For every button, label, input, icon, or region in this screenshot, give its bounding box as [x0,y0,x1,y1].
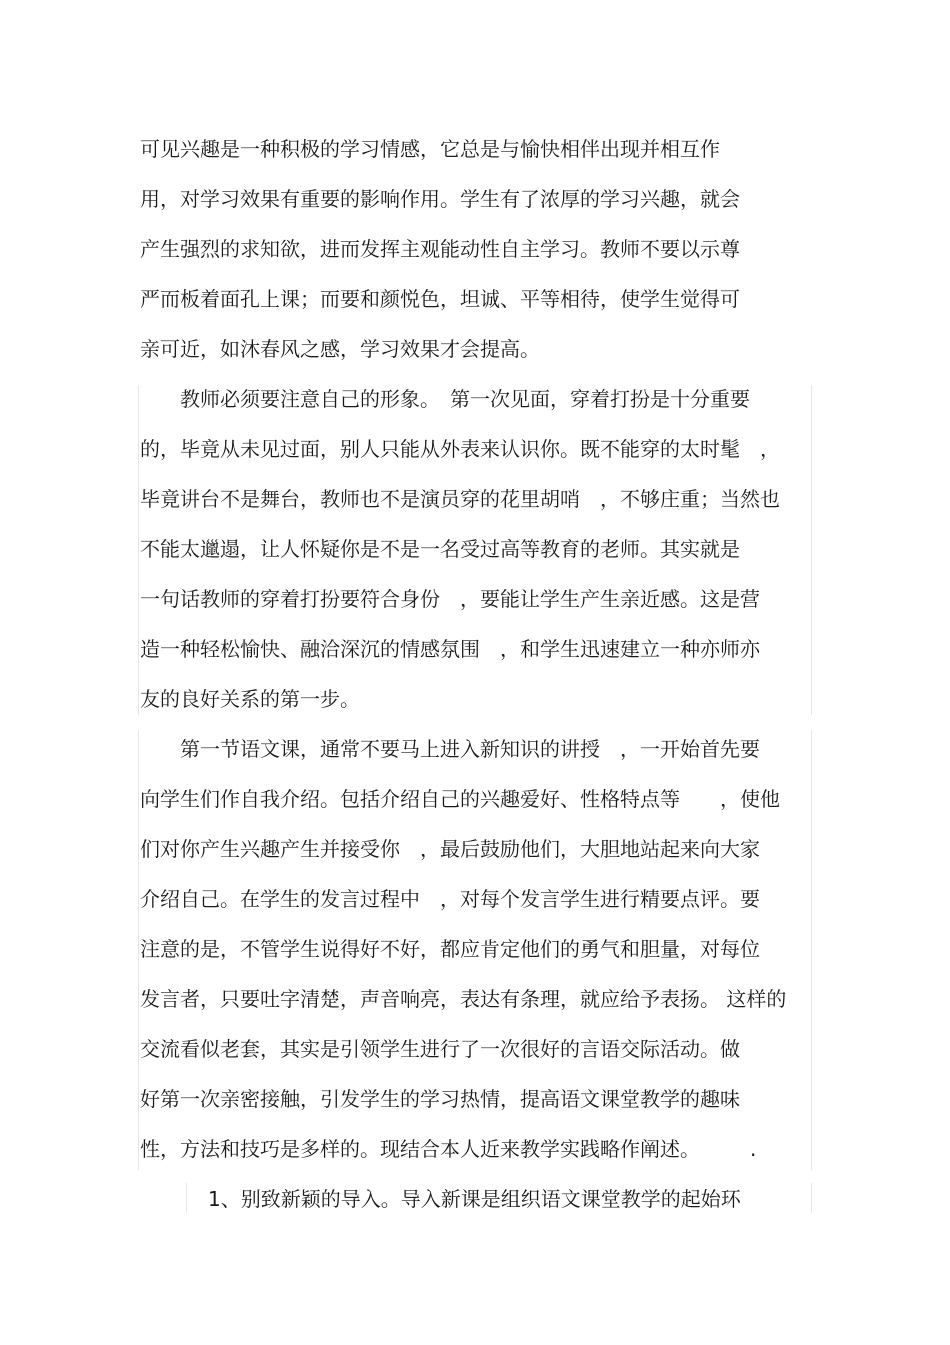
paragraph-line: 发言者，只要吐字清楚，声音响亮，表达有条理，就应给予表扬。 这样的 [140,987,787,1011]
paragraph-line: 注意的是，不管学生说得好不好，都应肯定他们的勇气和胆量，对每位 [140,937,760,961]
paragraph-line: 一句话教师的穿着打扮要符合身份 ，要能让学生产生亲近感。这是营 [140,587,760,611]
paragraph-line: 毕竟讲台不是舞台，教师也不是演员穿的花里胡哨 ，不够庄重；当然也 [140,487,780,511]
paragraph-line: 向学生们作自我介绍。包括介绍自己的兴趣爱好、性格特点等 ，使他 [140,787,780,811]
paragraph-line: 们对你产生兴趣产生并接受你 ，最后鼓励他们，大胆地站起来向大家 [140,837,760,861]
paragraph-line: 可见兴趣是一种积极的学习情感，它总是与愉快相伴出现并相互作 [140,137,720,161]
paragraph-line: 教师必须要注意自己的形象。 第一次见面，穿着打扮是十分重要 [140,387,750,411]
paragraph-line: 产生强烈的求知欲，进而发挥主观能动性自主学习。教师不要以示尊 [140,237,740,261]
paragraph-line: 性，方法和技巧是多样的。现结合本人近来教学实践略作阐述。 . [140,1137,757,1161]
paragraph-line: 好第一次亲密接触，引发学生的学习热情，提高语文课堂教学的趣味 [140,1087,740,1111]
paragraph-line: 亲可近，如沐春风之感，学习效果才会提高。 [140,337,540,361]
paragraph-line: 友的良好关系的第一步。 [140,687,360,711]
paragraph-line: 介绍自己。在学生的发言过程中 ，对每个发言学生进行精要点评。要 [140,887,760,911]
paragraph-line: 的，毕竟从未见过面，别人只能从外表来认识你。既不能穿的太时髦 ， [140,437,780,461]
paragraph-line: 造一种轻松愉快、融洽深沉的情感氛围 ，和学生迅速建立一种亦师亦 [140,637,760,661]
paragraph-line: 不能太邋遢，让人怀疑你是不是一名受过高等教育的老师。其实就是 [140,537,740,561]
paragraph-line: 用，对学习效果有重要的影响作用。学生有了浓厚的学习兴趣，就会 [140,187,740,211]
paragraph-line: 严而板着面孔上课；而要和颜悦色，坦诚、平等相待，使学生觉得可 [140,287,740,311]
paragraph-line: 交流看似老套，其实是引领学生进行了一次很好的言语交际活动。做 [140,1037,740,1061]
paragraph-line: 第一节语文课，通常不要马上进入新知识的讲授 ，一开始首先要 [140,737,760,761]
paragraph-line: 1、别致新颖的导入。导入新课是组织语文课堂教学的起始环 [208,1187,741,1211]
